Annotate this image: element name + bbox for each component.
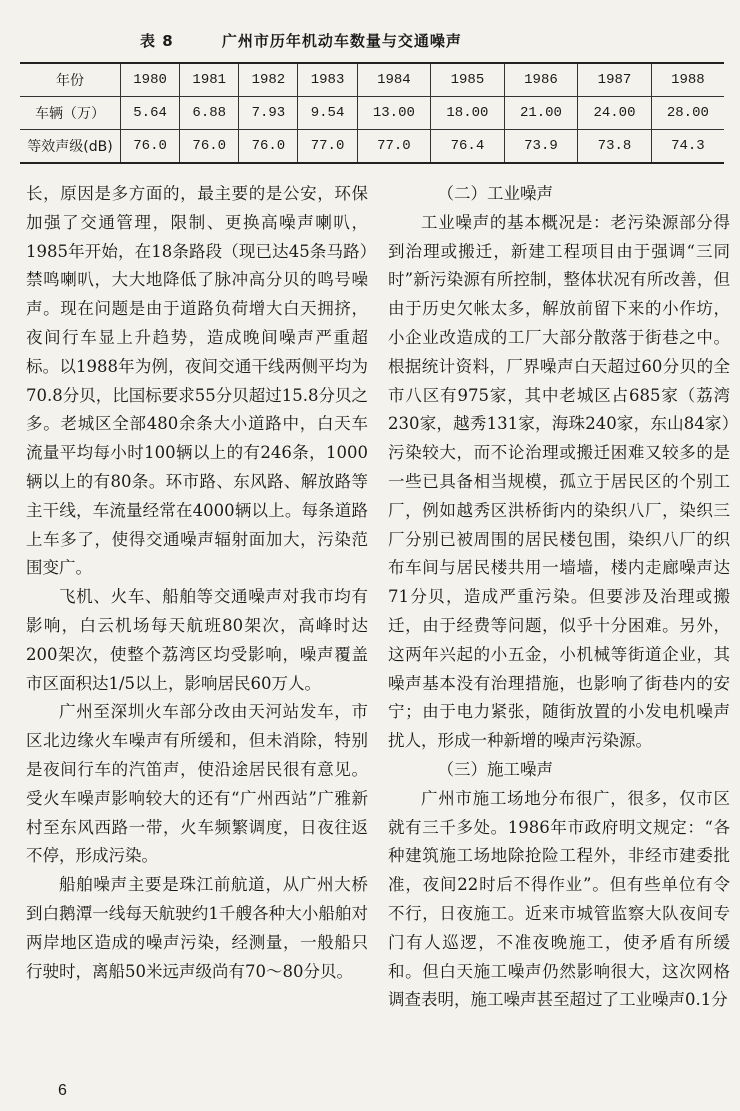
table-row-vehicles: [20, 97, 724, 130]
right-column: [388, 180, 730, 1015]
table-cell: 1981: [180, 63, 239, 97]
table-cell: 76.0: [180, 130, 239, 164]
table-cell: 24.00: [578, 97, 652, 130]
table-cell: 1983: [298, 63, 357, 97]
table-cell: 7.93: [239, 97, 298, 130]
table-cell: 73.8: [578, 130, 652, 164]
row-label-year: 年份: [20, 63, 121, 97]
table-cell: 1980: [121, 63, 180, 97]
table-cell: 5.64: [121, 97, 180, 130]
page-number: 6: [58, 1082, 67, 1099]
left-column: [26, 180, 368, 986]
table-cell: 1988: [651, 63, 724, 97]
table-cell: 21.00: [504, 97, 578, 130]
table-number: 表 8: [140, 32, 174, 50]
table-row-noise-level: [20, 130, 724, 164]
paragraph-ship-noise: 船舶噪声主要是珠江前航道，从广州大桥到白鹅潭一线每天航驶约1千艘各种大小船舶对两岸地区造成的噪声污染，经测量，一般船只行驶时，离船50米远声级尚有70～80分贝。: [26, 875, 368, 981]
table-cell: 76.4: [431, 130, 505, 164]
table-cell: 73.9: [504, 130, 578, 164]
paragraph-train-noise: 广州至深圳火车部分改由天河站发车，市区北边缘火车噪声有所缓和，但未消除，特别是夜间行车的汽笛声，使沿途居民很有意见。受火车噪声影响较大的还有“广州西站”广雅新村至东风西路一带，火车频繁调度，日夜往返不停，形成污染。: [26, 702, 368, 866]
table-cell: 18.00: [431, 97, 505, 130]
paragraph-aircraft-noise: 飞机、火车、船舶等交通噪声对我市均有影响，白云机场每天航班80架次，高峰时达200架次，使整个荔湾区均受影响，噪声覆盖市区面积达1/5以上，影响居民60万人。: [26, 587, 368, 693]
paragraph-industrial-noise: 工业噪声的基本概况是：老污染源部分得到治理或搬迁，新建工程项目由于强调“三同时”新污染源有所控制，整体状况有所改善，但由于历史欠帐太多，解放前留下来的小作坊，小企业改造成的工厂大部分散落于街巷之中。根据统计资料，厂界噪声白天超过60分贝的全市八区有975家，其中老城区占685家（荔湾230家，越秀131家，海珠240家，东山84家）污染较大，而不论治理或搬迁困难又较多的是一些已具备相当规模，孤立于居民区的个别工厂，例如越秀区洪桥街内的染织八厂，染织三厂分别已被周围的居民楼包围，染织八厂的织布车间与居民楼共用一墙墙，楼内走廊噪声达71分贝，造成严重污染。但要涉及治理或搬迁，由于经费等问题，似乎十分困难。另外，这两年兴起的小五金，小机械等街道企业，其噪声基本没有治理措施，也影响了街巷内的安宁；由于电力紧张，随街放置的小发电机噪声扰人，形成一种新增的噪声污染源。: [388, 212, 730, 751]
table-cell: 74.3: [651, 130, 724, 164]
table-cell: 77.0: [357, 130, 431, 164]
row-label-noise-level: 等效声级(dB): [20, 130, 121, 164]
table-cell: 1987: [578, 63, 652, 97]
table-cell: 28.00: [651, 97, 724, 130]
table-cell: 77.0: [298, 130, 357, 164]
table-title: 广州市历年机动车数量与交通噪声: [221, 32, 462, 50]
paragraph-construction-noise: 广州市施工场地分布很广，很多，仅市区就有三千多处。1986年市政府明文规定：“各种建筑施工场地除抢险工程外，非经市建委批准，夜间22时后不得作业”。但有些单位有令不行，日夜施工。近来市城管监察大队夜间专门有人巡逻，不准夜晚施工，使矛盾有所缓和。但白天施工噪声仍然影响很大，这次网格调查表明，施工噪声甚至超过了工业噪声0.1分: [388, 788, 730, 1010]
table-cell: 13.00: [357, 97, 431, 130]
heading-construction-noise: （三）施工噪声: [437, 759, 553, 779]
row-label-vehicles: 车辆（万）: [20, 97, 121, 130]
table-cell: 76.0: [239, 130, 298, 164]
heading-industrial-noise: （二）工业噪声: [437, 184, 553, 203]
table-caption: [140, 30, 462, 51]
vehicle-noise-table: [20, 62, 724, 164]
paragraph-traffic-noise: 长，原因是多方面的，最主要的是公安，环保加强了交通管理，限制、更换高噪声喇叭，1985年开始，在18条路段（现已达45条马路）禁鸣喇叭，大大地降低了脉冲高分贝的鸣号噪声。现在问题是由于道路负荷增大白天拥挤，夜间行车显上升趋势，造成晚间噪声严重超标。以1988年为例，夜间交通干线两侧平均为70.8分贝，比国标要求55分贝超过15.8分贝之多。老城区全部480余条大小道路中，白天车流量平均每小时100辆以上的有246条，1000辆以上的有80条。环市路、东风路、解放路等主干线，车流量经常在4000辆以上。每条道路上车多了，使得交通噪声辐射面加大，污染范围变广。: [26, 184, 368, 578]
table-cell: 6.88: [180, 97, 239, 130]
table-cell: 1982: [239, 63, 298, 97]
table-cell: 76.0: [121, 130, 180, 164]
table-cell: 1986: [504, 63, 578, 97]
table-cell: 9.54: [298, 97, 357, 130]
table-cell: 1985: [431, 63, 505, 97]
table-row-year: [20, 63, 724, 97]
table-cell: 1984: [357, 63, 431, 97]
